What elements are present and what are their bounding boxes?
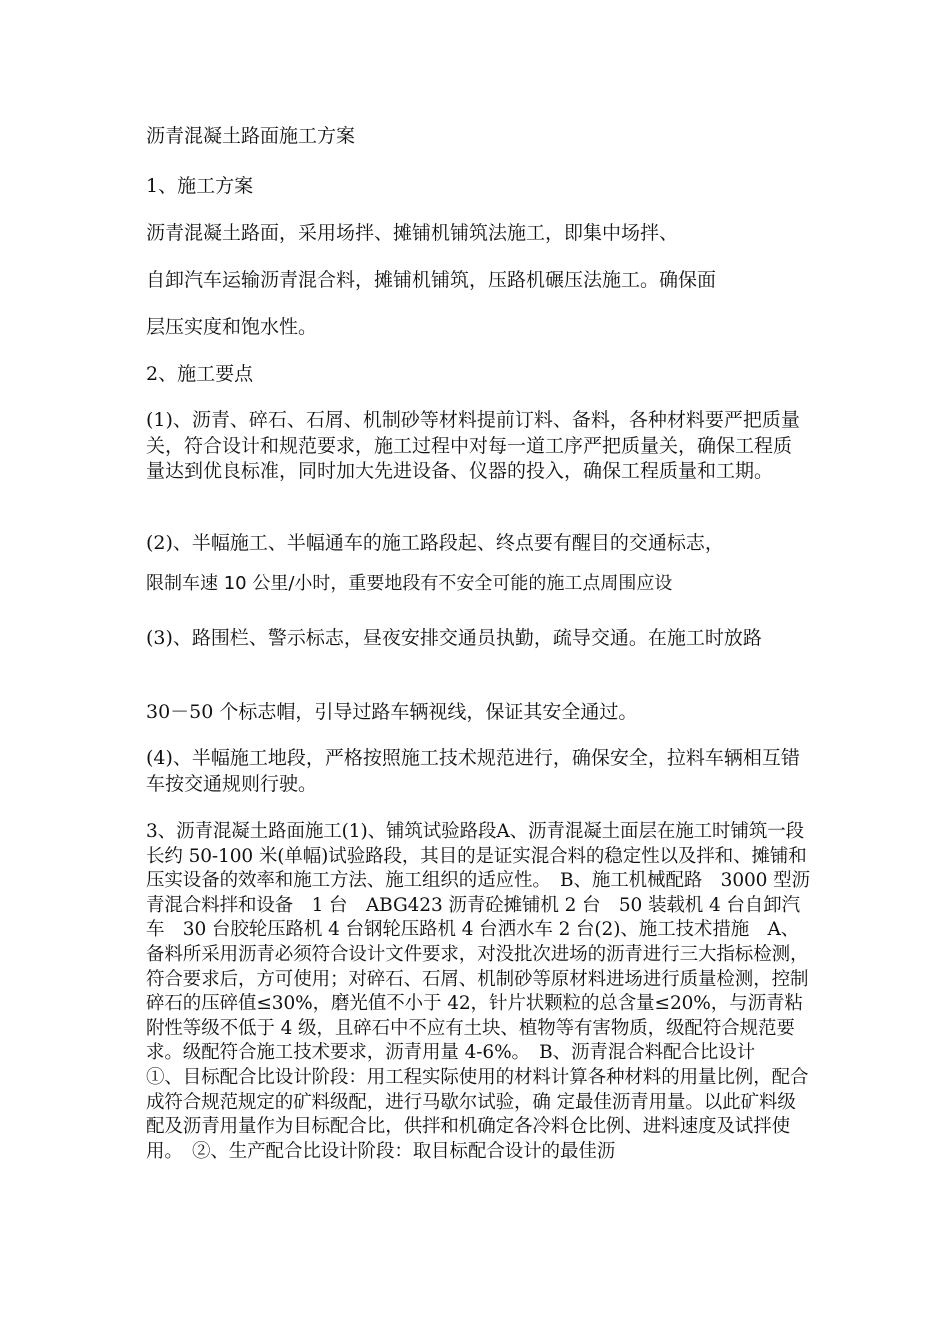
section-2-item-2-line-1: (2)、半幅施工、半幅通车的施工路段起、终点要有醒目的交通标志， xyxy=(146,532,724,554)
section-1-line-2: 自卸汽车运输沥青混合料，摊铺机铺筑，压路机碾压法施工。确保面 xyxy=(146,269,717,291)
section-2-item-3-continued: 30－50 个标志帽，引导过路车辆视线，保证其安全通过。 xyxy=(146,701,638,723)
document-title: 沥青混凝土路面施工方案 xyxy=(146,125,356,147)
section-2-heading: 2、施工要点 xyxy=(146,363,254,385)
section-1-heading: 1、施工方案 xyxy=(146,175,254,197)
section-3-body: 3、沥青混凝土路面施工(1)、铺筑试验路段A、沥青混凝土面层在施工时铺筑一段长约 50-100 米(单幅)试验路段，其目的是证实混合料的稳定性以及拌和、摊铺和压实设备的效率和施工方法、施工组织的适应性。 B、施工机械配路 3000 型沥青混合料拌和设备 1 台 ABG423 沥青砼摊铺机 2 台 50 装载机 4 台自卸汽车 30 台胶轮压路机 4 台钢轮压路机 4 台洒水车 2 台(2)、施工技术措施 A、备料所采用沥青必须符合设计文件要求，对没批次进场的沥青进行三大指标检测，符合要求后，方可使用；对碎石、石屑、机制砂等原材料进场进行质量检测，控制碎石的压碎值≤30%，磨光值不小于 42，针片状颗粒的总含量≤20%，与沥青粘附性等级不低于 4 级，且碎石中不应有土块、植物等有害物质，级配符合规范要求。级配符合施工技术要求，沥青用量 4-6%。 B、沥青混合料配合比设计 ①、目标配合比设计阶段：用工程实际使用的材料计算各种材料的用量比例，配合成符合规范规定的矿料级配，进行马歇尔试验，确 定最佳沥青用量。以此矿料级配及沥青用量作为目标配合比，供拌和机确定各冷料仓比例、进料速度及试拌使用。 ②、生产配合比设计阶段：取目标配合设计的最佳沥 xyxy=(146,821,810,1162)
section-2-item-1: (1)、沥青、碎石、石屑、机制砂等材料提前订料、备料，各种材料要严把质量关，符合设计和规范要求，施工过程中对每一道工序严把质量关，确保工程质量达到优良标准，同时加大先进设备、仪器的投入，确保工程质量和工期。 xyxy=(146,409,800,482)
section-2-item-4: (4)、半幅施工地段，严格按照施工技术规范进行，确保安全，拉料车辆相互错车按交通规则行驶。 xyxy=(146,747,800,795)
section-2-item-2-line-2: 限制车速 10 公里/小时，重要地段有不安全可能的施工点周围应设 xyxy=(146,573,673,594)
section-1-line-3: 层压实度和饱水性。 xyxy=(146,316,318,338)
section-2-item-3: (3)、路围栏、警示标志，昼夜安排交通员执勤，疏导交通。在施工时放路 xyxy=(146,627,762,649)
section-1-line-1: 沥青混凝土路面，采用场拌、摊铺机铺筑法施工，即集中场拌、 xyxy=(146,222,679,244)
